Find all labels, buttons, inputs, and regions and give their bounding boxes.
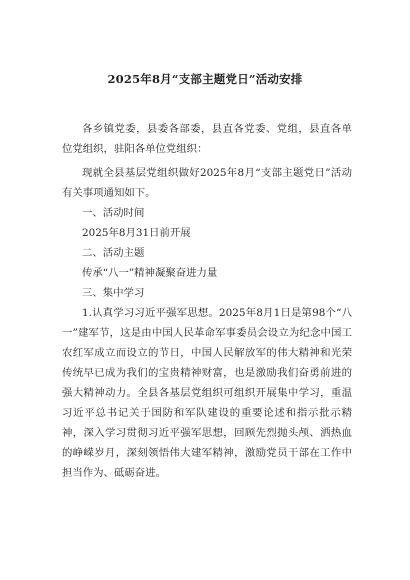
document-body (62, 119, 352, 483)
section-heading-theme: 二、活动主题 (82, 247, 145, 259)
section-heading-study: 三、集中学习 (82, 287, 145, 299)
section-heading-time: 一、活动时间 (82, 207, 145, 219)
document-title: 2025年8月“支部主题党日”活动安排 (107, 72, 303, 86)
section-content-theme: 传承“八一”精神凝聚奋进力量 (82, 267, 218, 279)
salutation-paragraph: 各乡镇党委，县委各部委，县直各党委、党组，县直各单位党组织，驻阳各单位党组织： (62, 123, 352, 155)
section-content-time: 2025年8月31日前开展 (82, 227, 191, 239)
intro-paragraph: 现就全县基层党组织做好2025年8月“支部主题党日”活动有关事项通知如下。 (62, 167, 352, 199)
section-content-study: 1.认真学习习近平强军思想。2025年8月1日是第98个“八一”建军节，这是由中国人民革命军事委员会设立为纪念中国工农红军成立而设立的节日，中国人民解放军的伟大精神和光荣传统早已成为我们的宝贵精神财富，也是激励我们奋勇前进的强大精神动力。全县各基层党组织可组织开展集中学习，重温习近平总书记关于国防和军队建设的重要论述和指示批示精神，深入学习贯彻习近平强军思想，回顾先烈抛头颅、洒热血的峥嵘岁月，深刻领悟伟大建军精神，激励党员干部在工作中担当作为、砥砺奋进。 (62, 307, 352, 479)
